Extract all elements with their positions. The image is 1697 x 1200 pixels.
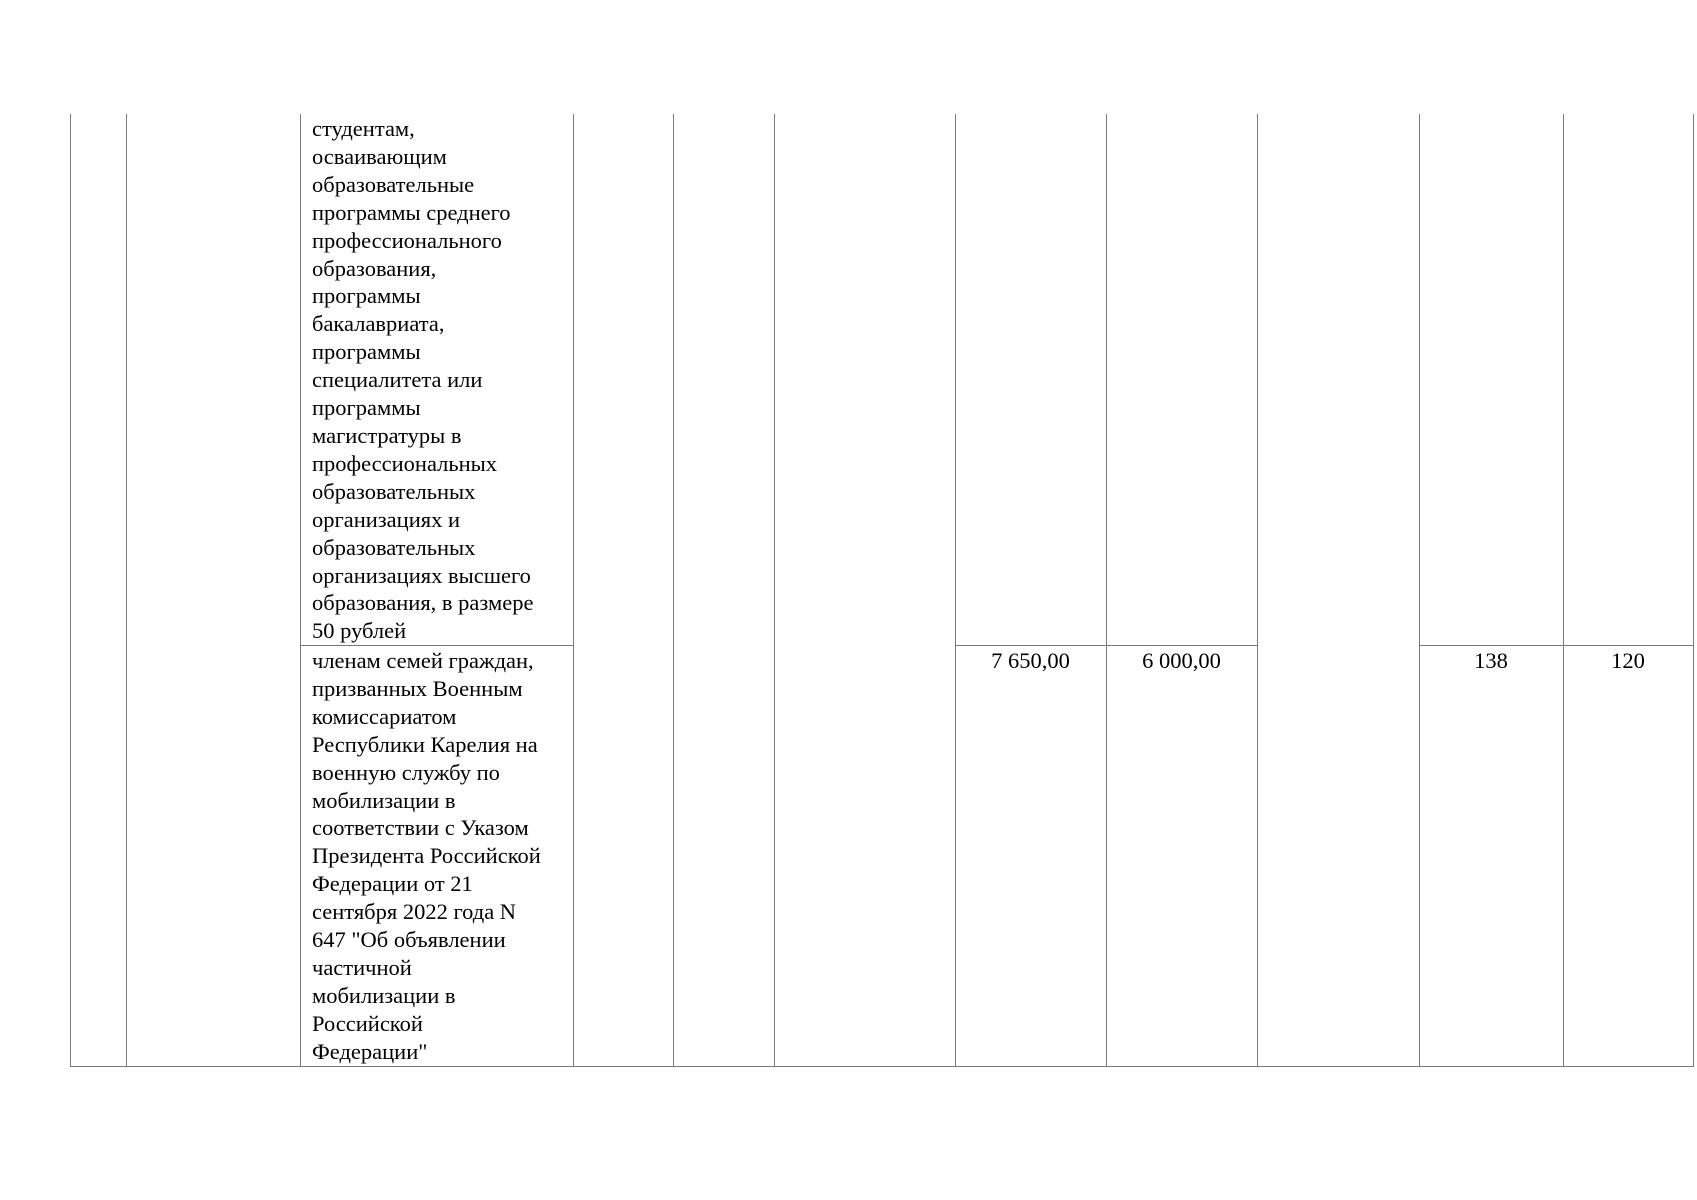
column-border xyxy=(126,114,127,1067)
row-2-count-1: 138 xyxy=(1474,648,1508,673)
row-separator xyxy=(1419,645,1693,646)
row-2-count-2: 120 xyxy=(1611,648,1645,673)
column-border xyxy=(1563,114,1564,1067)
row-1-description: студентам, осваивающим образовательные программы среднего профессионального образования, программы бакалавриата, программы специалитета или программы магистратуры в профессиональных образовательных организациях и образовательных организациях высшего образования, в размере 50 рублей xyxy=(312,116,534,644)
column-border xyxy=(673,114,674,1067)
row-2-amount-2: 6 000,00 xyxy=(1142,648,1221,673)
column-border xyxy=(1419,114,1420,1067)
column-border xyxy=(573,114,574,1067)
column-border xyxy=(1106,114,1107,1067)
row-2-amount-1: 7 650,00 xyxy=(991,648,1070,673)
column-border xyxy=(1257,114,1258,1067)
column-border xyxy=(774,114,775,1067)
column-border xyxy=(955,114,956,1067)
table-bottom-border xyxy=(70,1066,1693,1067)
column-border xyxy=(70,114,71,1067)
row-2-description: членам семей граждан, призванных Военным комиссариатом Республики Карелия на военную службу по мобилизации в соответствии с Указом Президента Российской Федерации от 21 сентября 2022 года N 647 "Об объявлении частичной мобилизации в Российской Федерации" xyxy=(312,648,541,1064)
row-separator xyxy=(955,645,1257,646)
column-border xyxy=(300,114,301,1067)
column-border xyxy=(1693,114,1694,1067)
